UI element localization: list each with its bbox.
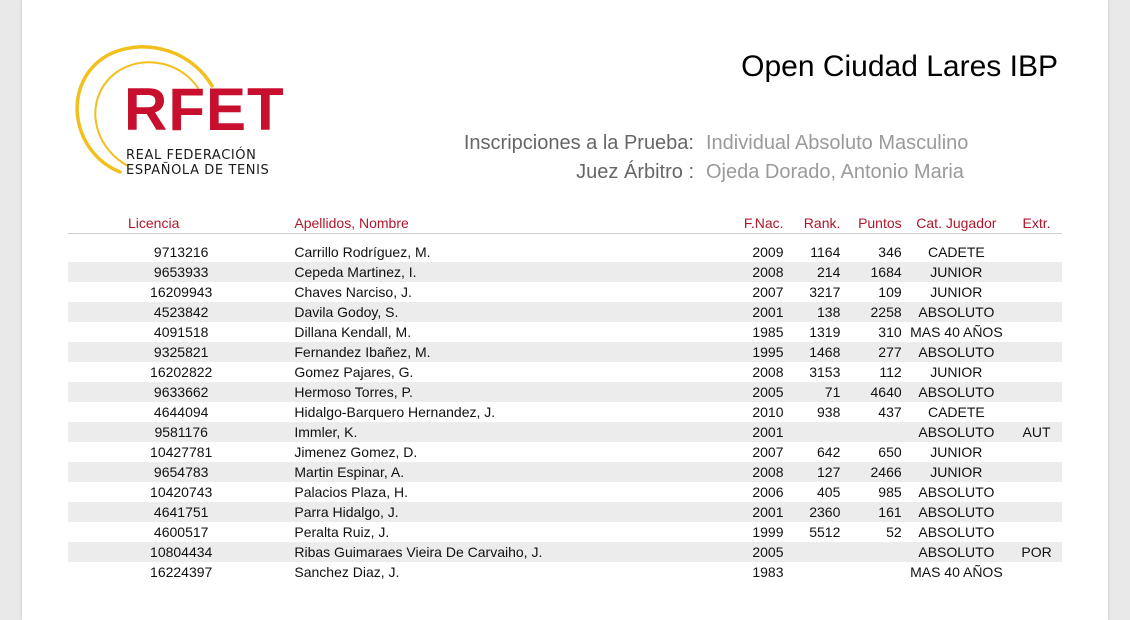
cell-fnac: 2008 [752,364,784,380]
cell-puntos [840,422,901,442]
cell-licencia: 10420743 [150,484,213,500]
cell-cat: ABSOLUTO [902,502,1011,522]
cell-licencia: 16202822 [150,364,213,380]
cell-licencia: 4644094 [153,404,209,420]
table-row [68,302,1062,322]
cell-fnac: 1983 [752,564,784,580]
cell-nombre: Martin Espinar, A. [294,462,700,482]
cell-nombre: Hidalgo-Barquero Hernandez, J. [294,404,496,420]
prueba-label: Inscripciones a la Prueba: [463,132,694,154]
cell-licencia: 16209943 [150,284,213,300]
col-header-rank: Rank. [784,212,841,234]
table-row [68,562,1062,582]
cell-rank: 3217 [809,284,841,300]
cell-puntos: 109 [878,284,902,300]
cell-extr [1011,302,1062,322]
juez-row [22,161,1108,185]
cell-nombre: Palacios Plaza, H. [294,484,408,500]
cell-licencia: 4091518 [153,324,209,340]
cell-extr [1011,522,1062,542]
cell-puntos: 52 [886,524,902,540]
cell-extr [1011,482,1062,502]
cell-cat: JUNIOR [930,364,983,380]
cell-cat: ABSOLUTO [902,422,1011,442]
cell-licencia: 4600517 [153,524,209,540]
cell-nombre: Jimenez Gomez, D. [294,444,418,460]
cell-extr [1011,282,1062,302]
cell-rank [784,422,841,442]
table-header-row [68,212,1062,234]
cell-rank: 2360 [784,502,841,522]
cell-puntos [840,562,901,582]
table-row [68,462,1062,482]
prueba-row [22,132,1108,156]
cell-licencia: 10427781 [150,444,213,460]
cell-cat: MAS 40 AÑOS [910,564,1003,580]
cell-puntos: 112 [879,364,902,380]
table-row [68,482,1062,502]
logo-text-line1: REAL FEDERACIÓN [126,148,257,163]
cell-nombre: Davila Godoy, S. [294,302,700,322]
cell-licencia: 9654783 [68,462,294,482]
cell-extr [1011,402,1062,422]
cell-nombre: Peralta Ruiz, J. [294,524,390,540]
cell-rank: 1319 [809,324,841,340]
cell-rank [784,542,841,562]
cell-cat: JUNIOR [930,444,983,460]
cell-fnac: 1999 [752,524,784,540]
cell-extr [1011,502,1062,522]
cell-puntos: 437 [878,404,902,420]
cell-fnac: 2010 [752,404,784,420]
cell-cat: ABSOLUTO [918,484,995,500]
cell-nombre: Gomez Pajares, G. [294,364,414,380]
cell-fnac: 1985 [752,324,784,340]
cell-extr [1011,234,1062,263]
cell-fnac: 2001 [700,302,783,322]
cell-licencia: 4641751 [68,502,294,522]
cell-fnac: 2005 [700,542,783,562]
table-row [68,282,1062,302]
cell-nombre: Parra Hidalgo, J. [294,502,700,522]
cell-nombre: Dillana Kendall, M. [294,324,412,340]
cell-fnac: 2009 [752,244,784,260]
cell-rank: 138 [784,302,841,322]
cell-puntos: 310 [878,324,902,340]
cell-rank [784,562,841,582]
cell-fnac: 2001 [700,502,783,522]
cell-rank: 127 [784,462,841,482]
registrations-table [68,212,1062,582]
cell-nombre: Ribas Guimaraes Vieira De Carvaiho, J. [294,542,700,562]
cell-extr [1011,342,1062,362]
col-header-cat: Cat. Jugador [902,212,1011,234]
table-row [68,322,1062,342]
cell-rank: 938 [817,404,841,420]
cell-fnac: 2008 [700,462,783,482]
cell-fnac: 2008 [700,262,783,282]
cell-extr [1011,322,1062,342]
cell-puntos: 346 [878,244,902,260]
cell-rank: 1164 [810,244,841,260]
table-row [68,262,1062,282]
col-header-puntos: Puntos [840,212,901,234]
cell-nombre: Hermoso Torres, P. [294,382,700,402]
cell-rank: 71 [784,382,841,402]
cell-rank: 405 [817,484,841,500]
cell-cat: CADETE [927,404,985,420]
cell-fnac: 2005 [700,382,783,402]
cell-cat: ABSOLUTO [902,542,1011,562]
cell-puntos [840,542,901,562]
table-row [68,522,1062,542]
cell-nombre: Cepeda Martinez, I. [294,262,700,282]
cell-fnac: 2007 [752,284,784,300]
cell-extr [1011,382,1062,402]
cell-extr: AUT [1011,422,1062,442]
col-header-fnac: F.Nac. [700,212,783,234]
cell-fnac: 1995 [700,342,783,362]
cell-puntos: 2258 [840,302,901,322]
juez-label: Juez Árbitro : [576,161,694,183]
cell-fnac: 2006 [752,484,784,500]
table-row [68,442,1062,462]
cell-nombre: Sanchez Diaz, J. [294,564,400,580]
table-row [68,234,1062,263]
cell-rank: 642 [817,444,841,460]
prueba-value: Individual Absoluto Masculino [706,132,969,154]
cell-licencia: 9713216 [153,244,209,260]
cell-licencia: 9325821 [68,342,294,362]
tournament-title: Open Ciudad Lares IBP [741,50,1058,83]
cell-puntos: 2466 [840,462,901,482]
col-header-licencia: Licencia [68,212,294,234]
document-page [22,0,1108,620]
table-row [68,362,1062,382]
cell-puntos: 161 [840,502,901,522]
table-row [68,382,1062,402]
cell-cat: MAS 40 AÑOS [910,324,1003,340]
cell-extr [1011,442,1062,462]
cell-fnac: 2007 [752,444,784,460]
cell-cat: JUNIOR [930,284,983,300]
cell-licencia: 9581176 [68,422,294,442]
cell-licencia: 9653933 [68,262,294,282]
table-row [68,542,1062,562]
cell-puntos: 277 [840,342,901,362]
cell-rank: 214 [784,262,841,282]
table-row [68,422,1062,442]
table-row [68,342,1062,362]
cell-licencia: 16224397 [150,564,213,580]
cell-puntos: 985 [878,484,902,500]
cell-cat: JUNIOR [902,262,1011,282]
cell-extr [1011,262,1062,282]
cell-rank: 3153 [809,364,841,380]
logo-text-line2: ESPAÑOLA DE TENIS [126,163,270,178]
cell-cat: JUNIOR [902,462,1011,482]
cell-nombre: Carrillo Rodríguez, M. [294,244,431,260]
cell-cat: ABSOLUTO [918,524,995,540]
cell-cat: ABSOLUTO [902,382,1011,402]
cell-puntos: 4640 [840,382,901,402]
cell-cat: ABSOLUTO [902,302,1011,322]
cell-puntos: 650 [878,444,902,460]
juez-value: Ojeda Dorado, Antonio Maria [706,161,964,183]
cell-nombre: Immler, K. [294,422,700,442]
cell-extr [1011,562,1062,582]
table-row [68,402,1062,422]
cell-cat: CADETE [927,244,985,260]
cell-extr [1011,362,1062,382]
table-row [68,502,1062,522]
cell-puntos: 1684 [840,262,901,282]
cell-rank: 1468 [784,342,841,362]
col-header-nombre: Apellidos, Nombre [294,212,700,234]
cell-rank: 5512 [809,524,841,540]
cell-cat: ABSOLUTO [902,342,1011,362]
cell-fnac: 2001 [700,422,783,442]
col-header-extr: Extr. [1011,212,1062,234]
cell-licencia: 4523842 [68,302,294,322]
cell-licencia: 9633662 [68,382,294,402]
cell-extr: POR [1011,542,1062,562]
cell-nombre: Fernandez Ibañez, M. [294,342,700,362]
logo-acronym: RFET [124,76,285,143]
cell-extr [1011,462,1062,482]
cell-nombre: Chaves Narciso, J. [294,284,412,300]
cell-licencia: 10804434 [68,542,294,562]
